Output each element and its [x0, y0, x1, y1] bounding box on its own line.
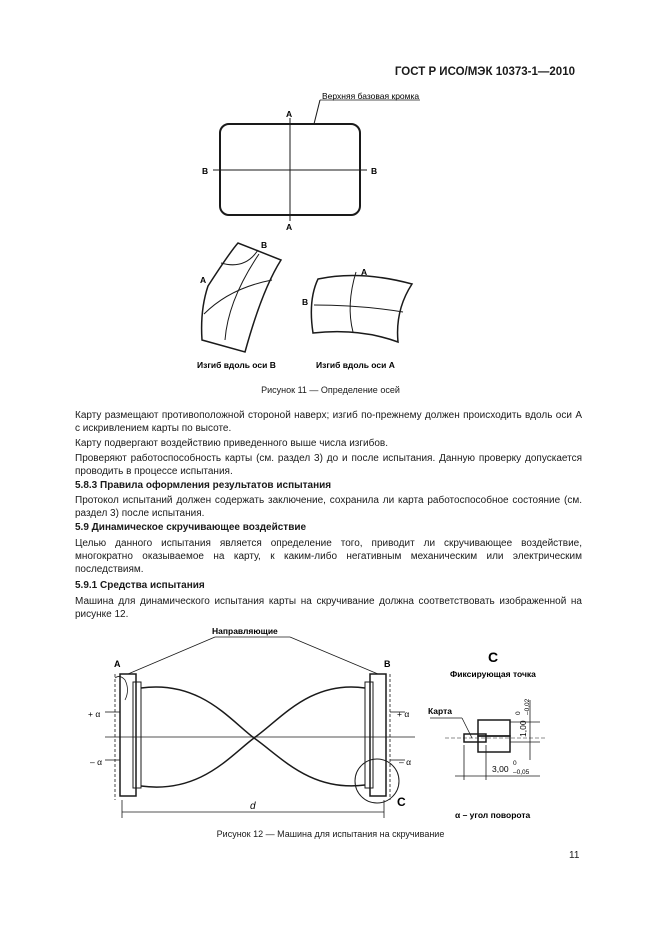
bend-a-caption: Изгиб вдоль оси A [316, 360, 395, 370]
paragraph-6: Машина для динамического испытания карты на скручивание должна соответствовать изображенной на рисунке 12. [75, 596, 582, 620]
fix-point-label: Фиксирующая точка [450, 669, 536, 679]
heading-5-9-1: 5.9.1 Средства испытания [75, 580, 205, 591]
axis-a-bottom: A [286, 222, 293, 232]
fig12-label-b: B [384, 659, 391, 669]
figure-12-caption: Рисунок 12 — Машина для испытания на скручивание [216, 829, 445, 839]
fig12-label-a: A [114, 659, 121, 669]
paragraph-1 [75, 409, 582, 435]
bent-b-label-b: B [261, 240, 268, 250]
plus-alpha-right: + α [397, 709, 410, 719]
dim-h-tol-bot: –0,05 [513, 769, 530, 776]
figure-12-machine [105, 637, 545, 818]
axis-a-top: A [286, 109, 293, 119]
dim-v-tol-bot: –0,02 [524, 698, 531, 715]
figure-11-card [213, 100, 420, 221]
guides-label: Направляющие [212, 626, 278, 636]
paragraph-2: Карту подвергают воздействию приведенного выше числа изгибов. [75, 438, 388, 449]
bend-b-caption: Изгиб вдоль оси B [197, 360, 276, 370]
document-header: ГОСТ Р ИСО/МЭК 10373-1—2010 [394, 66, 575, 78]
plus-alpha-left: + α [88, 709, 101, 719]
bent-a-label-a: A [361, 267, 368, 277]
bent-card-b [202, 243, 281, 352]
heading-5-9: 5.9 Динамическое скручивающее воздействие [75, 522, 307, 533]
dim-v-value: 1,00 [518, 720, 528, 737]
dim-h-tol-top: 0 [513, 760, 517, 767]
bent-card-a [311, 272, 412, 342]
bent-b-label-a: A [200, 275, 207, 285]
dim-d-label: d [250, 801, 256, 812]
top-edge-label: Верхняя базовая кромка [322, 91, 420, 101]
dim-v-tol-top: 0 [515, 711, 522, 715]
figure-11-caption: Рисунок 11 — Определение осей [261, 385, 400, 395]
paragraph-4: Протокол испытаний должен содержать заключение, сохранила ли карта работоспособное состояние (см. раздел 3) после испытания. [75, 495, 582, 519]
alpha-note: α – угол поворота [455, 810, 531, 820]
paragraph-5: Целью данного испытания является определение того, приводит ли скручивающее воздействие, многократно оказываемое на карту, к каким-либо негативным механическим или электрическим последствиям. [75, 538, 582, 575]
circle-c-label: C [397, 795, 406, 809]
page-number: 11 [569, 850, 580, 861]
paragraph-3: Проверяют работоспособность карты (см. раздел 3) до и после испытания. Данную проверку допускается проводить в процессе испытания. [75, 453, 582, 477]
detail-c-title: C [488, 649, 499, 665]
paragraph-1-text: Карту размещают противоположной стороной наверх; изгиб по-прежнему должен происходить вдоль оси А с искривлением карты по высоте. [75, 410, 582, 434]
heading-5-8-3: 5.8.3 Правила оформления результатов испытания [75, 480, 332, 491]
dim-h-value: 3,00 [492, 764, 509, 774]
minus-alpha-right: – α [399, 757, 412, 767]
card-label: Карта [428, 706, 452, 716]
minus-alpha-left: – α [90, 757, 103, 767]
bent-a-label-b: B [302, 297, 309, 307]
axis-b-left: B [202, 166, 209, 176]
axis-b-right: B [371, 166, 378, 176]
dim-vertical [515, 698, 531, 737]
